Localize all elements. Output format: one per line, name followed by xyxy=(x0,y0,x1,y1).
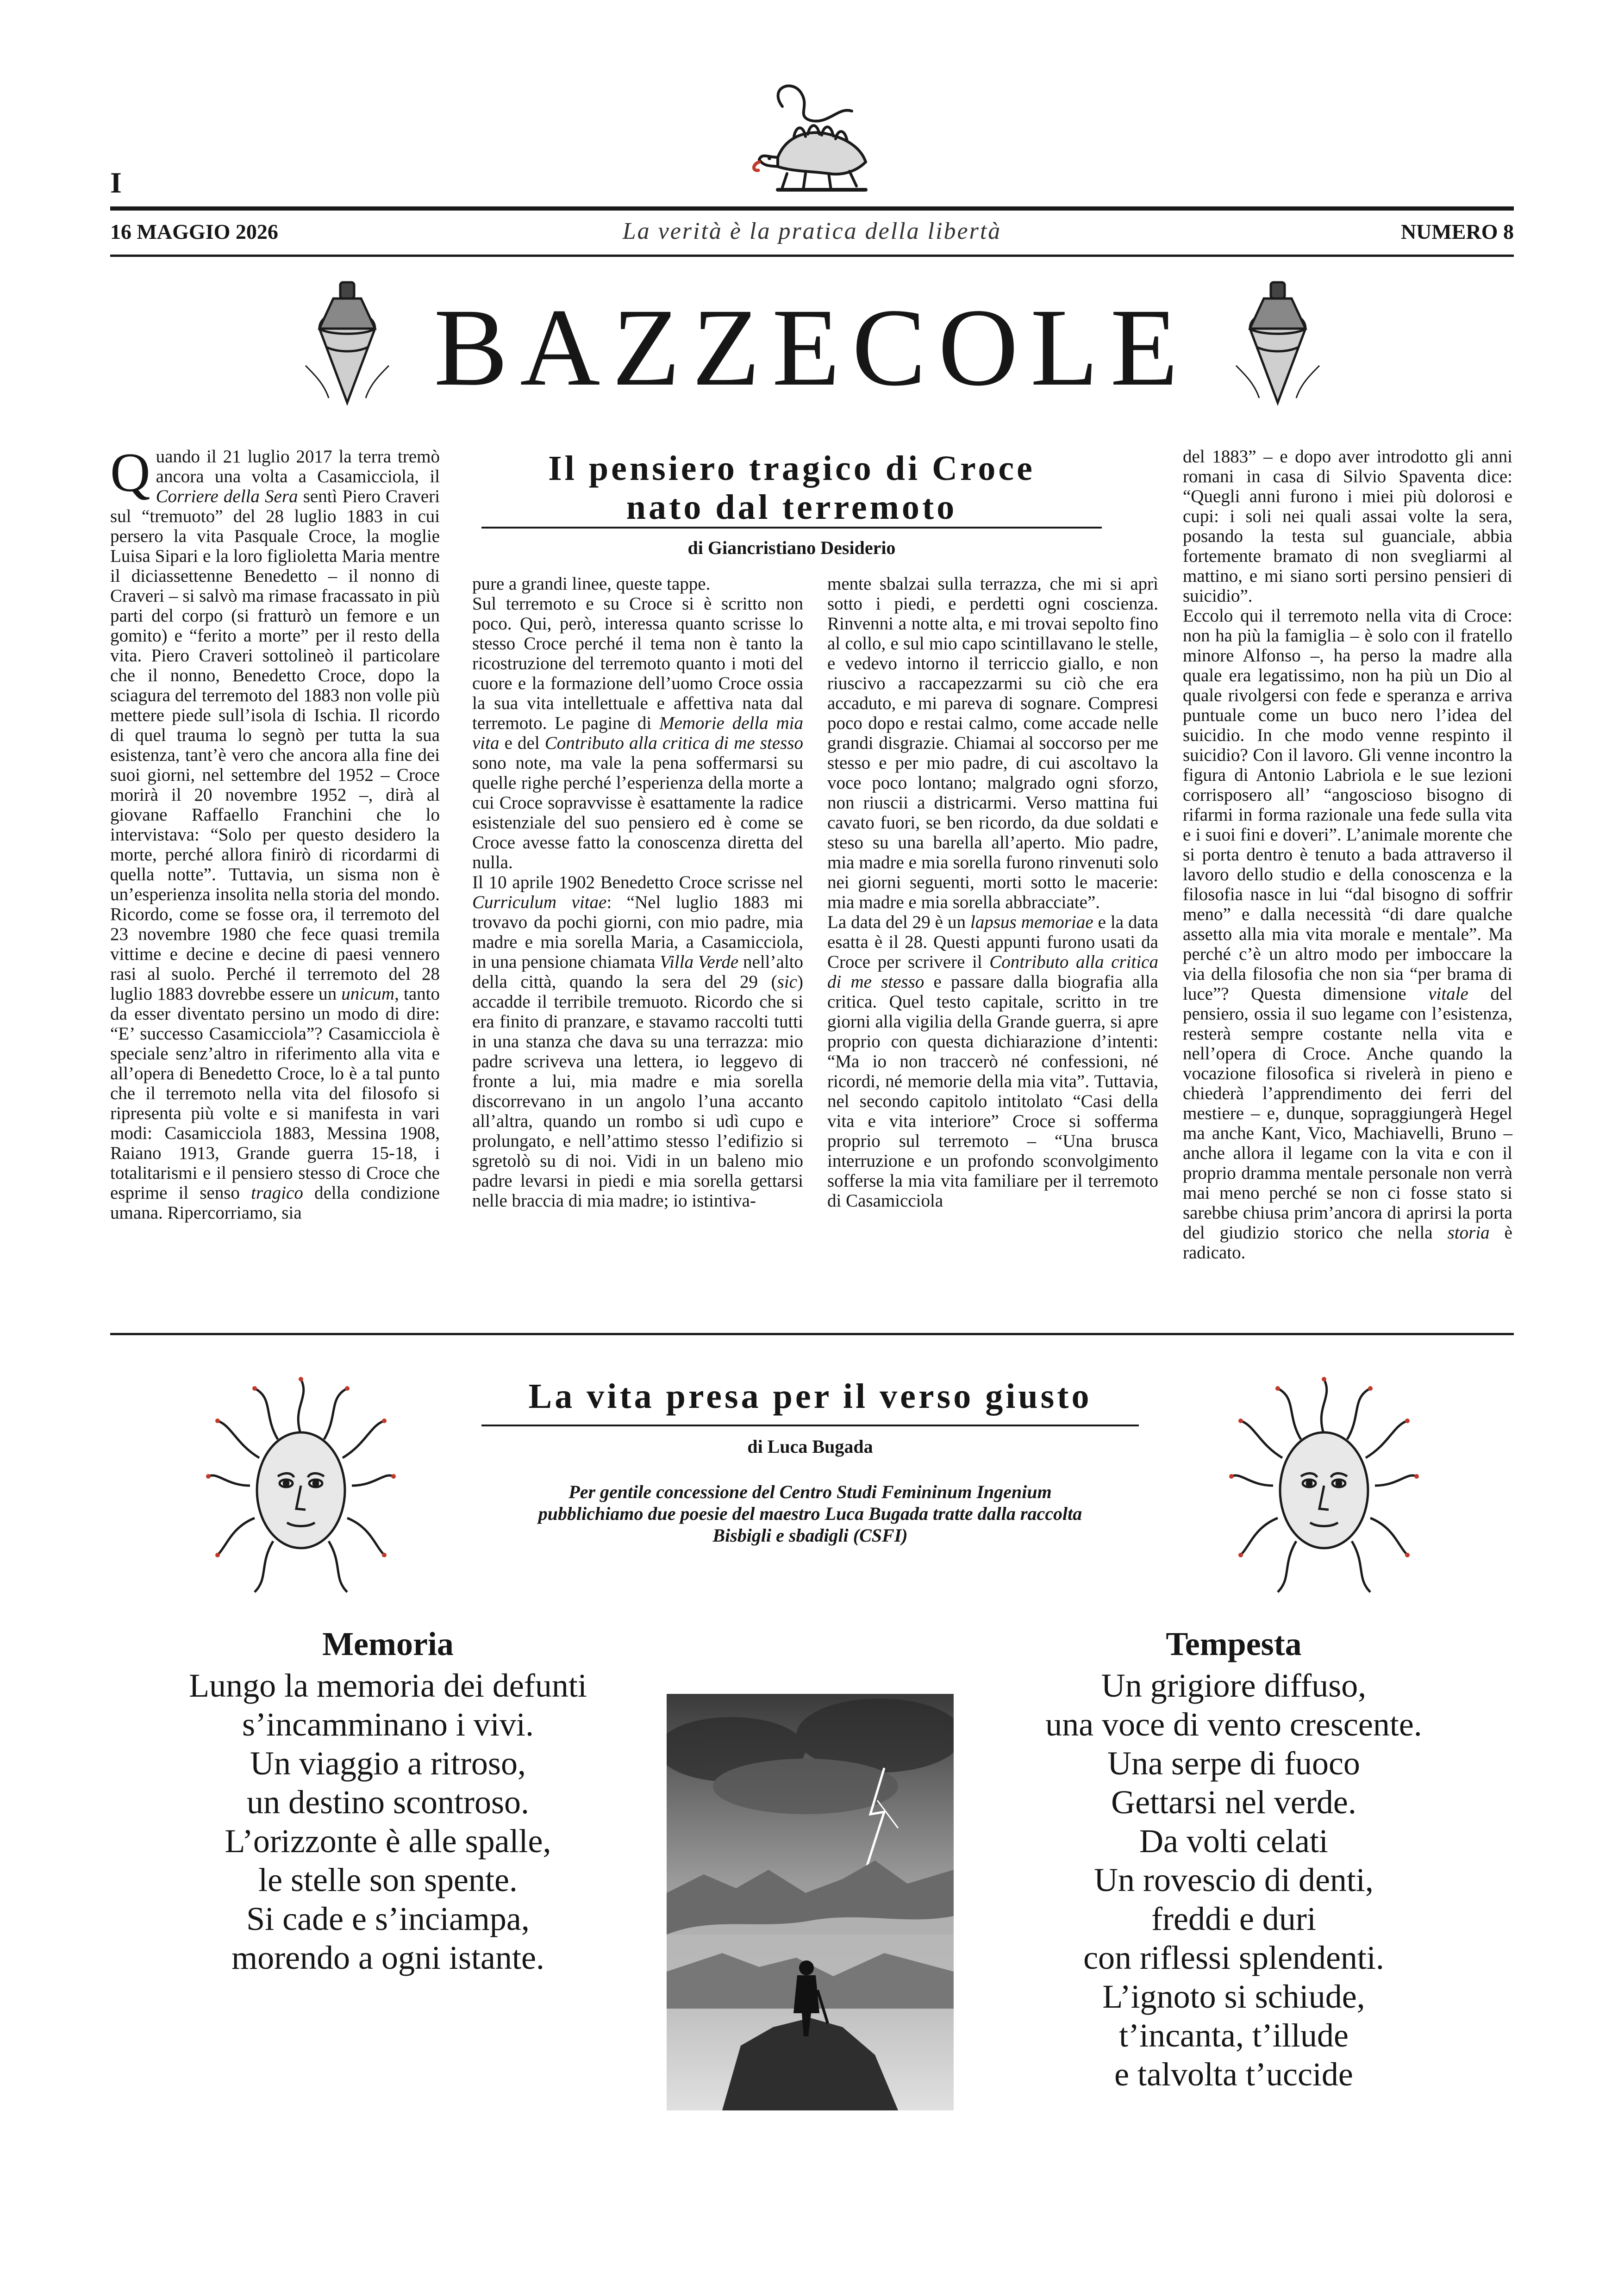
article1-byline: di Giancristiano Desiderio xyxy=(687,537,896,558)
intro-line: Bisbigli e sbadigli (CSFI) xyxy=(712,1525,908,1546)
poem-line: L’ignoto si schiude, xyxy=(1102,1978,1365,2015)
section-divider xyxy=(110,1333,1514,1335)
text-run-italic: tragico xyxy=(251,1183,303,1203)
poem-title: Tempesta xyxy=(1166,1625,1302,1662)
text-run: della condizione umana. Ripercorriamo, sia xyxy=(110,1183,440,1223)
text-run-italic: Villa Verde xyxy=(660,952,739,972)
article1-column-4 xyxy=(1183,447,1512,1263)
article2-title: La vita presa per il verso giusto xyxy=(528,1377,1092,1416)
text-run: nell’alto della città, quando la sera del 29 ( xyxy=(472,952,803,992)
poem-line: un destino scontroso. xyxy=(247,1784,529,1821)
poem-line: le stelle son spente. xyxy=(258,1861,518,1898)
poem-line: t’incanta, t’illude xyxy=(1119,2017,1349,2054)
text-run-italic: vitale xyxy=(1428,984,1468,1004)
poem-line: morendo a ogni istante. xyxy=(231,1939,544,1976)
spinning-top-icon-right xyxy=(1231,278,1324,417)
poem-line: Lungo la memoria dei defunti xyxy=(189,1667,587,1704)
poem-line: Si cade e s’inciampa, xyxy=(246,1900,530,1937)
text-run-italic: unicum xyxy=(341,984,395,1004)
dateline xyxy=(110,218,1514,250)
text-run-italic: Corriere della Sera xyxy=(156,486,298,506)
text-run: e la data esatta è il 28. Questi appunti furono usati da Croce per scrivere il xyxy=(827,912,1158,972)
motto: La verità è la pratica della libertà xyxy=(622,218,1002,244)
article2-byline: di Luca Bugada xyxy=(747,1436,873,1457)
paragraph: mente sbalzai sulla terrazza, che mi si aprì sotto i piedi, e perdetti ogni coscienza. Rinvenni a notte alta, e mi trovai sepolto fino al collo, e sul mio capo scintillavano le stelle, e vedevo intorno il terriccio giallo, e non riuscivo a raccapezzarmi su ciò che era accaduto, e mi pareva di sognare. Compresi poco dopo e restai calmo, come accade nelle grandi disgrazie. Chiamai al soccorso per me stesso e per mio padre, di cui ascoltavo la voce poco lontano; malgrado ogni sforzo, non riuscii a districarmi. Verso mattina fui cavato fuori, se ben ricordo, da due soldati e steso su una barella all’aperto. Mio padre, mia madre e mia sorella furono rinvenuti solo nei giorni seguenti, morti sotto le macerie: mia madre e mia sorella abbracciate”. xyxy=(827,574,1158,912)
text-run: e passare dalla biografia alla critica. Quel testo capitale, scritto in tre giorni alla vigilia della Grande guerra, si apre proprio con questa dichiarazione d’intenti: “Ma io non traccerò né confessioni, né ricordi, né memorie della mia vita”. Tuttavia, nel secondo capitolo intitolato “Casi della vita e vita interiore” Croce si sofferma proprio sul terremoto – “Una brusca interruzione e un profondo sconvolgimento sofferse la mia vita familiare per il terremoto di Casamicciola xyxy=(827,972,1158,1211)
drop-cap: Q xyxy=(110,442,150,503)
poem-line: Un viaggio a ritroso, xyxy=(250,1745,526,1782)
text-run: è radicato. xyxy=(1183,1223,1512,1263)
header-rule-bottom xyxy=(110,255,1514,257)
poem-line: e talvolta t’uccide xyxy=(1114,2056,1353,2093)
dragon-icon xyxy=(750,79,889,199)
text-run: Sul terremoto e su Croce si è scritto non poco. Qui, però, interessa quanto scrisse lo stesso Croce perché il tema non è tanto la ricostruzione del terremoto quanto i moti del cuore e la formazione dell’uomo Croce ossia la sua vita intellettuale e affettiva nata dal terremoto. Le pagine di xyxy=(472,594,803,733)
medusa-head-icon-left xyxy=(199,1370,403,1601)
issue-mark: I xyxy=(110,166,122,199)
poem-line: Gettarsi nel verde. xyxy=(1111,1784,1356,1821)
article1-title xyxy=(472,449,1111,527)
text-run-italic: Memorie della mia vita xyxy=(472,713,803,753)
article2-intro xyxy=(444,1481,1176,1546)
text-run: sono note, ma vale la pena soffermarsi su quelle righe perché l’esperienza della morte a cui Croce sopravvisse è esattamente la radice esistenziale del suo pensiero ed è come se Croce avesse fatto la conoscenza diretta del nulla. xyxy=(472,753,803,872)
poem-line: con riflessi splendenti. xyxy=(1083,1939,1384,1976)
text-run: e del xyxy=(499,733,545,753)
title-line: Il pensiero tragico di Croce xyxy=(548,449,1035,488)
intro-line: Per gentile concessione del Centro Studi Femininum Ingenium xyxy=(568,1481,1052,1502)
medusa-head-icon-right xyxy=(1222,1370,1426,1601)
poem-memoria xyxy=(110,1624,666,1977)
text-run: La data del 29 è un xyxy=(827,912,970,932)
text-run: del pensiero, ossia il suo legame con l’esistenza, resterà sempre costante nella vita e nell’opera di Croce. Anche quando la vocazione filosofica si rivelerà in pieno e chiederà l’apprendimento dei ferri del mestiere – e, dunque, sopraggiungerà Hegel ma anche Kant, Vico, Machiavelli, Bruno – anche allora il legame con la vita e con il proprio dramma mentale personale non verrà mai meno perché se non ci fosse stato si sarebbe chiusa prim’ancora di aprirsi la porta del giudizio storico che nella xyxy=(1183,984,1512,1243)
text-run: Eccolo qui il terremoto nella vita di Croce: non ha più la famiglia – è solo con il fratello minore Alfonso –, ha perso la madre alla quale era legatissimo, non ha più un Dio al quale rivolgersi con fede e speranza e arriva puntuale come un buco nero l’idea del suicidio. In che modo venne respinto il suicidio? Con il lavoro. Gli venne incontro la figura di Antonio Labriola e le sue lezioni corrisposero all’ “angoscioso bisogno di rifarmi in forma razionale una fede sulla vita e i suoi fini e doveri”. L’animale morente che si porta dentro è tenuto a bada attraverso il lavoro dello studio e della conoscenza e la filosofia nasce in lui “dal bisogno di soffrir meno” e dalla necessità “di dare qualche assetto alla mia vita morale e mentale”. Ma perché c’è un altro modo per imboccare la via della filosofia che non sia “per brama di luce”? Questa dimensione xyxy=(1183,606,1512,1004)
text-run: uando il 21 luglio 2017 la terra tremò ancora una volta a Casamicciola, il xyxy=(156,447,440,486)
poem-tempesta xyxy=(954,1624,1514,2094)
article1-column-1 xyxy=(110,442,440,1223)
text-run-italic: lapsus memoriae xyxy=(970,912,1093,932)
text-run: sentì Piero Craveri sul “tremuoto” del 28 luglio 1883 in cui persero la vita Pasquale Croce, la moglie Luisa Sipari e la loro figlioletta Maria mentre il diciassettenne Benedetto – il nonno di Craveri – si salvò ma rimase fracassato in più parti del corpo (si fratturò un femore e un gomito) e “ferito a morte” per il resto della vita. Piero Craveri sottolineò il particolare che il nonno, Benedetto Croce, dopo la sciagura del terremoto del 1883 non volle più mettere piede sull’isola di Ischia. Il ricordo di quel trauma lo segnò per tutta la sua esistenza, tant’è vero che ancora alla fine dei suoi giorni, nel settembre del 1952 – Croce morirà il 20 novembre 1952 –, dirà al giovane Raffaello Franchini che lo intervistava: “Solo per questo desidero la morte, perché allora finirò di ricordarmi di quella notte”. Tuttavia, un sisma non è un’esperienza insolita nella storia del mondo. Ricordo, come se fosse ora, il terremoto del 23 novembre 1980 che fece quasi tremila vittime e decine e decine di paesi vennero rasi al suolo. Perché il terremoto del 28 luglio 1883 dovrebbe essere un xyxy=(110,486,440,1004)
poem-line: L’orizzonte è alle spalle, xyxy=(225,1823,551,1860)
masthead: BAZZECOLE xyxy=(434,286,1190,409)
text-run-italic: storia xyxy=(1447,1223,1490,1243)
header-rule-top xyxy=(110,206,1514,211)
text-run: , tanto da esser diventato persino un modo di dire: “E’ successo Casamicciola”? Casamicciola è speciale senz’altro in riferimento alla vita e all’opera di Benedetto Croce, lo è a tal punto che il terremoto nella vita del filosofo si ripresenta più volte e si manifesta in vari modi: Casamicciola 1883, Messina 1908, Raiano 1913, Grande guerra 15-18, i totalitarismi e il pensiero stesso di Croce che esprime il senso xyxy=(110,984,440,1203)
poem-line: Un rovescio di denti, xyxy=(1094,1861,1374,1898)
text-run-italic: Contributo alla critica di me stesso xyxy=(827,952,1158,992)
paragraph: del 1883” – e dopo aver introdotto gli anni romani in casa di Silvio Spaventa dice: “Quegli anni furono i miei più dolorosi e cupi: i soli nei quali assai volte la sera, posando la testa sul guanciale, abbia fortemente bramato di non svegliarmi al mattino, e mi siano sorti persino pensieri di suicidio”. xyxy=(1183,447,1512,606)
article1-column-2 xyxy=(472,574,803,1211)
article1-title-rule xyxy=(481,527,1102,529)
wanderer-storm-illustration xyxy=(667,1694,954,2110)
poem-title: Memoria xyxy=(322,1625,454,1662)
poem-line: Un grigiore diffuso, xyxy=(1101,1667,1367,1704)
paragraph: pure a grandi linee, queste tappe. xyxy=(472,574,711,594)
poem-line: freddi e duri xyxy=(1151,1900,1316,1937)
issue-date: 16 MAGGIO 2026 xyxy=(110,220,278,243)
title-line: nato dal terremoto xyxy=(626,488,957,527)
issue-number: NUMERO 8 xyxy=(1400,220,1514,243)
text-run-italic: Curriculum vitae xyxy=(472,892,607,912)
poem-line: Una serpe di fuoco xyxy=(1107,1745,1360,1782)
text-run-italic: Contributo alla critica di me stesso xyxy=(544,733,803,753)
article1-column-3 xyxy=(827,574,1158,1211)
text-run: : “Nel luglio 1883 mi trovavo da pochi giorni, con mio padre, mia madre e mia sorella Maria, a Casamicciola, in una pensione chiamata xyxy=(472,892,803,972)
poem-line: una voce di vento crescente. xyxy=(1045,1706,1422,1743)
article2-title-rule xyxy=(481,1425,1139,1426)
poem-line: Da volti celati xyxy=(1139,1823,1328,1860)
poem-line: s’incamminano i vivi. xyxy=(242,1706,534,1743)
intro-line: pubblichiamo due poesie del maestro Luca Bugada tratte dalla raccolta xyxy=(538,1503,1082,1524)
text-run: Il 10 aprile 1902 Benedetto Croce scrisse nel xyxy=(472,872,803,892)
text-run-italic: sic xyxy=(777,972,797,992)
text-run: ) accadde il terribile tremuoto. Ricordo che si era finito di pranzare, e stavamo raccolti tutti in una stanza che dava su una terrazza: mio padre scriveva una lettera, io leggevo di fronte a lui, mia madre e mia sorella discorrevano in un angolo l’una accanto all’altra, quando un rombo si udì cupo e prolungato, e nell’attimo stesso l’edifizio si sgretolò su di noi. Vidi in un baleno mio padre levarsi in piedi e mia sorella gettarsi nelle braccia di mia madre; io istintiva- xyxy=(472,972,803,1211)
